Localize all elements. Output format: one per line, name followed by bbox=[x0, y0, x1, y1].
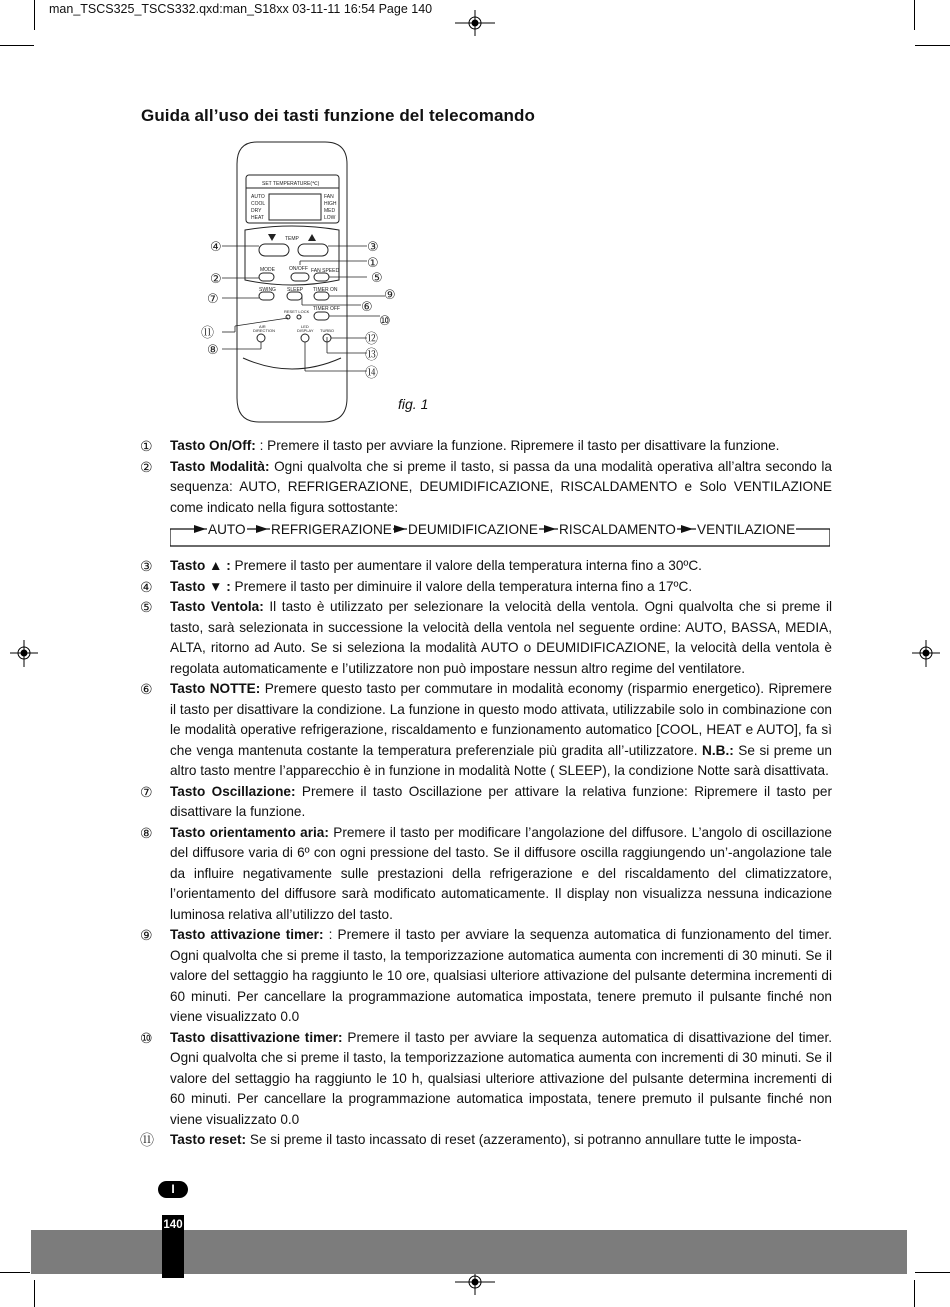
list-item: ⑤ Tasto Ventola: Il tasto è utilizzato per selezionare la velocità della ventola. Ogni qualvolta che si preme il tasto, sarà selezionata in successione la velocità della ventola nel seguente ordine: AUTO, BASSA, MEDIA, ALTA, ritorno ad Auto. Se si seleziona la modalità AUTO o DEUMIDIFICAZIONE, la velocità della ventola è regolata automaticamente e l’utilizzatore non può impostare nessun altro regime del ventilatore. bbox=[140, 599, 832, 676]
svg-text:SLEEP: SLEEP bbox=[287, 287, 304, 293]
callout-7: ⑦ bbox=[207, 292, 219, 307]
svg-text:DISPLAY: DISPLAY bbox=[297, 328, 314, 333]
callout-3: ③ bbox=[367, 240, 379, 255]
svg-text:ON/OFF: ON/OFF bbox=[289, 266, 308, 272]
callout-10: ⑩ bbox=[379, 314, 391, 329]
svg-text:DRY: DRY bbox=[251, 208, 262, 214]
sequence-step: REFRIGERAZIONE bbox=[270, 520, 393, 541]
sequence-step: RISCALDAMENTO bbox=[558, 520, 677, 541]
remote-control-figure bbox=[195, 140, 405, 425]
sequence-step: DEUMIDIFICAZIONE bbox=[407, 520, 539, 541]
callout-4: ④ bbox=[210, 240, 222, 255]
page-title: Guida all’uso dei tasti funzione del telecomando bbox=[141, 106, 535, 125]
remote-label: SET TEMPERATURE(℃) bbox=[262, 181, 320, 187]
svg-text:MED: MED bbox=[324, 208, 336, 214]
language-badge: I bbox=[158, 1181, 188, 1198]
list-item: ⑧ Tasto orientamento aria: Premere il tasto per modificare l’angolazione del diffusore. L’angolo di oscillazione del diffusore varia di 6º con ogni pressione del tasto. Se il diffusore oscilla raggiungendo un’-angolazione tale da influire negativamente sulle prestazioni della refrigerazione e del riscaldamento del climatizzatore, l’orientamento del diffusore sarà modificato automaticamente. Il display non visualizza nessuna indicazione luminosa relativa all’utilizzo del tasto. bbox=[140, 824, 832, 922]
callout-9: ⑨ bbox=[384, 288, 396, 303]
svg-text:LOW: LOW bbox=[324, 215, 336, 221]
callout-1: ① bbox=[367, 256, 379, 271]
list-item: ⑥ Tasto NOTTE: Premere questo tasto per commutare in modalità economy (risparmio energetico). Ripremere il tasto per disattivare la condizione. La funzione in questo modo attivata, utilizzabile solo in combinazione con le modalità operative refrigerazione, riscaldamento e funzionamento automatico [COOL, HEAT e AUTO], fa sì che venga mantenuta costante la temperatura preferenziale più gradita all’-utilizzatore. N.B.: Se si preme un altro tasto mentre l’apparecchio è in funzione in modalità Notte ( SLEEP), la condizione Notte sarà disattivata. bbox=[140, 681, 832, 778]
callout-11: ⑪ bbox=[201, 326, 215, 341]
svg-text:FAN: FAN bbox=[324, 194, 334, 200]
instructions-list bbox=[140, 436, 832, 1151]
list-item: ⑪ Tasto reset: Se si preme il tasto incassato di reset (azzeramento), si potranno annullare tutte le imposta- bbox=[140, 1132, 802, 1148]
callout-14: ⑭ bbox=[365, 366, 379, 381]
svg-text:TIMER ON: TIMER ON bbox=[313, 287, 338, 293]
callout-5: ⑤ bbox=[371, 271, 383, 286]
callout-6: ⑥ bbox=[361, 300, 373, 315]
sequence-step: AUTO bbox=[207, 520, 247, 541]
svg-text:TIMER OFF: TIMER OFF bbox=[313, 306, 340, 312]
list-item: ① Tasto On/Off: : Premere il tasto per avviare la funzione. Ripremere il tasto per disattivare la funzione. bbox=[140, 438, 780, 454]
list-item: ② Tasto Modalità: Ogni qualvolta che si preme il tasto, si passa da una modalità operativa all’altra secondo la sequenza: AUTO, REFRIGERAZIONE, DEUMIDIFICAZIONE, RISCALDAMENTO e Solo VENTILAZIONE come indicato nella figura sottostante: bbox=[140, 458, 832, 515]
svg-text:SWING: SWING bbox=[259, 287, 276, 293]
svg-text:COOL: COOL bbox=[251, 201, 266, 207]
figure-caption: fig. 1 bbox=[398, 396, 429, 412]
callout-12: ⑫ bbox=[365, 332, 379, 347]
svg-text:FAN SPEED: FAN SPEED bbox=[311, 268, 340, 274]
callout-2: ② bbox=[210, 272, 222, 287]
list-item: ⑦ Tasto Oscillazione: Premere il tasto Oscillazione per attivare la relativa funzione: Ripremere il tasto per disattivare la funzione. bbox=[140, 783, 832, 819]
sequence-step: VENTILAZIONE bbox=[696, 520, 796, 541]
svg-text:AIR: AIR bbox=[259, 324, 266, 329]
svg-text:RESET LOCK: RESET LOCK bbox=[284, 309, 310, 314]
mode-sequence-diagram bbox=[170, 522, 832, 542]
svg-text:HEAT: HEAT bbox=[251, 215, 264, 221]
callout-8: ⑧ bbox=[207, 343, 219, 358]
list-item: ⑩ Tasto disattivazione timer: Premere il tasto per avviare la sequenza automatica di disattivazione del timer. Ogni qualvolta che si preme il tasto, la temporizzazione automatica aumenta con incrementi di 30 minuti. Se il valore del settaggio ha raggiunto le 10 h, qualsiasi ulteriore attivazione del pulsante determina incrementi di 60 minuti. Per cancellare la programmazione automatica impostata, tenere premuto il pulsante finché non viene visualizzato 0.0 bbox=[140, 1029, 832, 1127]
svg-text:LED: LED bbox=[301, 324, 309, 329]
svg-text:MODE: MODE bbox=[260, 267, 275, 273]
svg-text:TURBO: TURBO bbox=[320, 328, 334, 333]
list-item: ③ Tasto ▲ : Premere il tasto per aumentare il valore della temperatura interna fino a 30ºC. bbox=[140, 558, 702, 574]
svg-text:TEMP: TEMP bbox=[285, 236, 299, 242]
svg-text:AUTO: AUTO bbox=[251, 194, 265, 200]
svg-text:DIRECTION: DIRECTION bbox=[253, 328, 275, 333]
callout-13: ⑬ bbox=[365, 348, 379, 363]
page-number: 140 bbox=[162, 1215, 184, 1278]
list-item: ④ Tasto ▼ : Premere il tasto per diminuire il valore della temperatura interna fino a 17ºC. bbox=[140, 578, 693, 595]
print-slug: man_TSCS325_TSCS332.qxd:man_S18xx 03-11-11 16:54 Page 140 bbox=[49, 2, 433, 16]
svg-text:HIGH: HIGH bbox=[324, 201, 337, 207]
list-item: ⑨ Tasto attivazione timer: : Premere il tasto per avviare la sequenza automatica di funzionamento del timer. Ogni qualvolta che si preme il tasto, la temporizzazione automatica aumenta con incrementi di 30 minuti. Se il valore del settaggio ha raggiunto le 10 ore, qualsiasi ulteriore attivazione del pulsante determina incrementi di 60 minuti. Per cancellare la programmazione automatica impostata, tenere premuto il pulsante finché non viene visualizzato 0.0 bbox=[140, 927, 833, 1024]
